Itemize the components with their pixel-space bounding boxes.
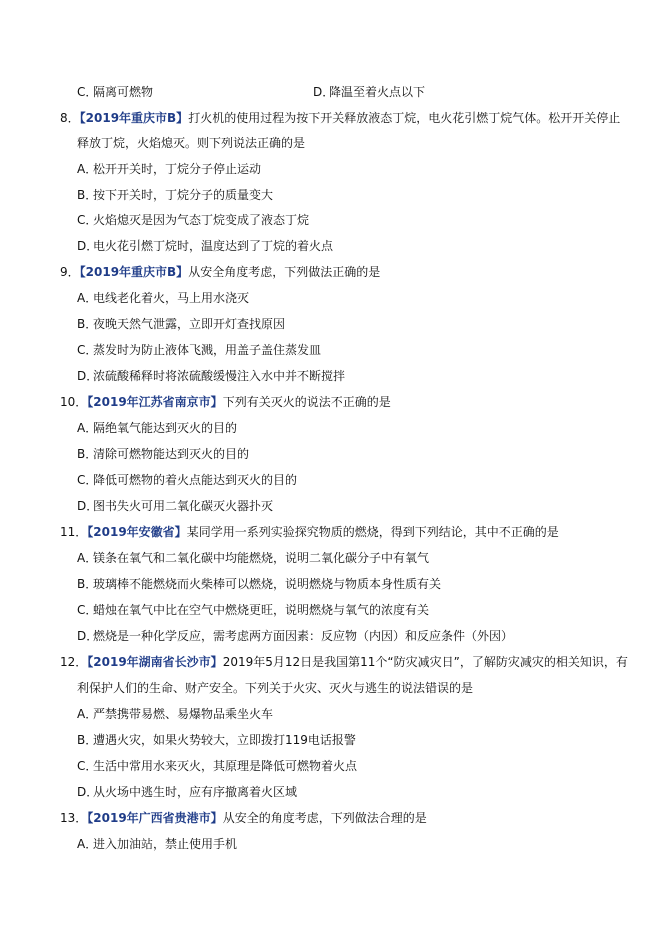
option-b: B．玻璃棒不能燃烧而火柴棒可以燃烧，说明燃烧与物质本身性质有关 bbox=[77, 577, 442, 591]
question-9-stem: 9．【2019年重庆市B】从安全角度考虑，下列做法正确的是 bbox=[60, 265, 381, 279]
question-8-stem-cont: 释放丁烷，火焰熄灭。则下列说法正确的是 bbox=[77, 136, 306, 150]
option-c: C．火焰熄灭是因为气态丁烷变成了液态丁烷 bbox=[77, 213, 310, 227]
question-source: 【2019年重庆市B】 bbox=[79, 111, 189, 125]
option-b: B．夜晚天然气泄露，立即开灯查找原因 bbox=[77, 317, 286, 331]
option-c: C．降低可燃物的着火点能达到灭火的目的 bbox=[77, 473, 298, 487]
option-a: A．进入加油站，禁止使用手机 bbox=[77, 837, 238, 851]
option-d: D．图书失火可用二氧化碳灭火器扑灭 bbox=[77, 499, 274, 513]
question-source: 【2019年湖南省长沙市】 bbox=[87, 655, 223, 669]
option-row bbox=[77, 84, 549, 100]
option-c: C．隔离可燃物 bbox=[77, 85, 154, 99]
option-a: A．隔绝氧气能达到灭火的目的 bbox=[77, 421, 238, 435]
question-source: 【2019年重庆市B】 bbox=[79, 265, 189, 279]
option-d: D．从火场中逃生时，应有序撤离着火区域 bbox=[77, 785, 298, 799]
question-source: 【2019年广西省贵港市】 bbox=[87, 811, 223, 825]
option-d: D．燃烧是一种化学反应，需考虑两方面因素：反应物（内因）和反应条件（外因） bbox=[77, 629, 514, 643]
question-8-stem: 8．【2019年重庆市B】打火机的使用过程为按下开关释放液态丁烷，电火花引燃丁烷气体。松开开关停止 bbox=[60, 111, 621, 125]
option-c: C．生活中常用水来灭火，其原理是降低可燃物着火点 bbox=[77, 759, 358, 773]
option-a: A．镁条在氧气和二氧化碳中均能燃烧，说明二氧化碳分子中有氧气 bbox=[77, 551, 430, 565]
option-a: A．严禁携带易燃、易爆物品乘坐火车 bbox=[77, 707, 274, 721]
option-b: B．按下开关时，丁烷分子的质量变大 bbox=[77, 188, 274, 202]
option-b: B．遭遇火灾，如果火势较大，立即拨打119电话报警 bbox=[77, 733, 356, 747]
question-12-stem: 12．【2019年湖南省长沙市】2019年5月12日是我国第11个“防灾减灾日”，了解防灾减灾的相关知识，有 bbox=[60, 655, 628, 669]
option-d: D．电火花引燃丁烷时，温度达到了丁烷的着火点 bbox=[77, 239, 334, 253]
question-source: 【2019年江苏省南京市】 bbox=[87, 395, 223, 409]
question-11-stem: 11．【2019年安徽省】某同学用一系列实验探究物质的燃烧，得到下列结论，其中不正确的是 bbox=[60, 525, 559, 539]
option-c: C．蜡烛在氧气中比在空气中燃烧更旺，说明燃烧与氧气的浓度有关 bbox=[77, 603, 430, 617]
option-b: B．清除可燃物能达到灭火的目的 bbox=[77, 447, 250, 461]
question-13-stem: 13．【2019年广西省贵港市】从安全的角度考虑，下列做法合理的是 bbox=[60, 811, 427, 825]
question-10-stem: 10．【2019年江苏省南京市】下列有关灭火的说法不正确的是 bbox=[60, 395, 391, 409]
option-d: D．浓硫酸稀释时将浓硫酸缓慢注入水中并不断搅拌 bbox=[77, 369, 346, 383]
option-c: C．蒸发时为防止液体飞溅，用盖子盖住蒸发皿 bbox=[77, 343, 322, 357]
option-a: A．松开开关时，丁烷分子停止运动 bbox=[77, 162, 262, 176]
question-source: 【2019年安徽省】 bbox=[87, 525, 187, 539]
option-a: A．电线老化着火，马上用水浇灭 bbox=[77, 291, 250, 305]
option-d: D．降温至着火点以下 bbox=[313, 85, 426, 99]
question-12-stem-cont: 利保护人们的生命、财产安全。下列关于火灾、灭火与逃生的说法错误的是 bbox=[77, 681, 474, 695]
